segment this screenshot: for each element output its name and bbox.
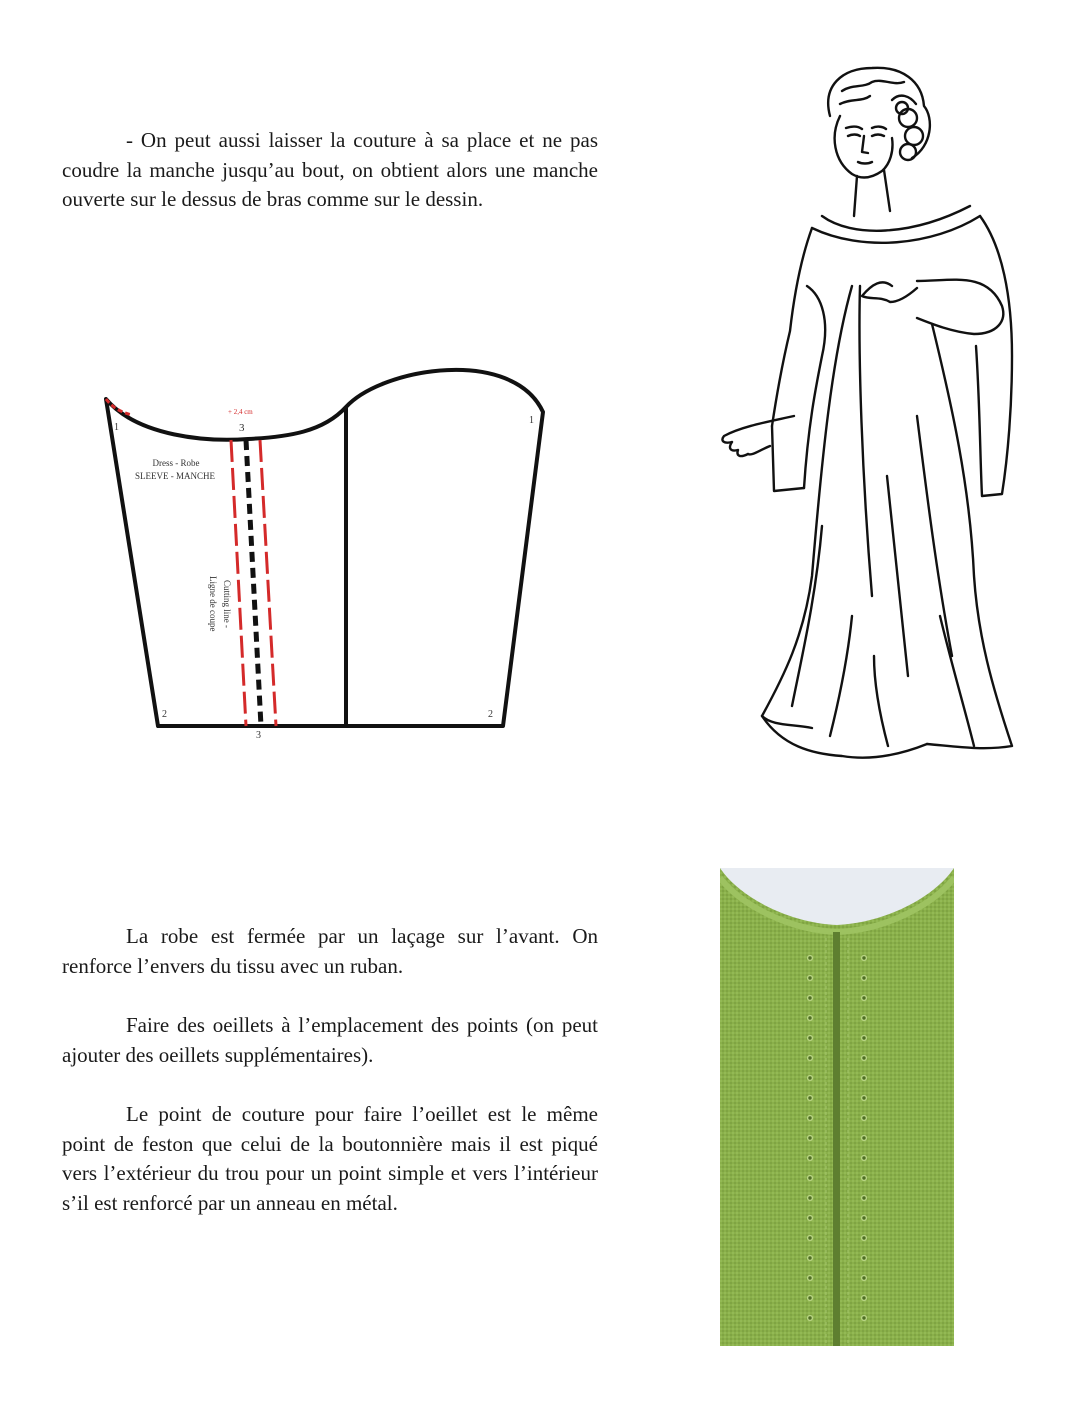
medieval-woman-drawing	[712, 56, 1032, 776]
neckline	[822, 206, 970, 231]
right-arm	[917, 280, 1003, 334]
paragraph-lacing: La robe est fermée par un laçage sur l’avant. On renforce l’envers du tissu avec un ruban.	[62, 924, 598, 978]
paragraph-eyelets: Faire des oeillets à l’emplacement des points (on peut ajouter des oeillets supplémentaires).	[62, 1013, 598, 1067]
gown-hem	[762, 716, 927, 758]
left-hand	[722, 416, 794, 456]
cutting-line	[246, 440, 261, 726]
left-shoulder-sleeve	[772, 228, 812, 426]
red-seam-right	[260, 440, 276, 726]
sleeve-pattern-diagram	[98, 352, 568, 744]
label-dress-robe: Dress - Robe	[152, 458, 200, 468]
red-seam-left	[231, 440, 246, 726]
label-sleeve-manche: SLEEVE - MANCHE	[135, 471, 215, 481]
gown-left	[762, 286, 852, 728]
label-extra-width: + 2,4 cm	[228, 408, 253, 416]
eyelet-lacing-photo	[720, 868, 954, 1346]
sleeve-outline	[106, 370, 543, 726]
neck	[854, 176, 857, 216]
label-point-2-right: 2	[488, 709, 493, 720]
label-ligne-de-coupe: Ligne de coupe	[208, 576, 218, 632]
label-point-2-left: 2	[162, 709, 167, 720]
gown-center	[860, 286, 873, 596]
label-point-1-left: 1	[114, 422, 119, 433]
gown-right	[927, 324, 1012, 748]
right-sleeve	[976, 216, 1012, 496]
paragraph-stitch: Le point de couture pour faire l’oeillet est le même point de feston que celui de la boutonnière mais il est piqué vers l’extérieur du trou pour un point simple et vers l’intérieur s’il est renforcé par un anneau en métal.	[62, 1102, 598, 1215]
label-cutting-line: Cutting line -	[222, 580, 232, 628]
paragraph-open-sleeve: - On peut aussi laisser la couture à sa place et ne pas coudre la manche jusqu’au bout, on obtient alors une manche ouverte sur le dessus de bras comme sur le dessin.	[62, 128, 598, 212]
front-opening	[833, 932, 840, 1346]
label-point-3-top: 3	[239, 422, 245, 434]
label-point-1-right: 1	[529, 415, 534, 426]
label-point-3-bottom: 3	[256, 730, 261, 741]
